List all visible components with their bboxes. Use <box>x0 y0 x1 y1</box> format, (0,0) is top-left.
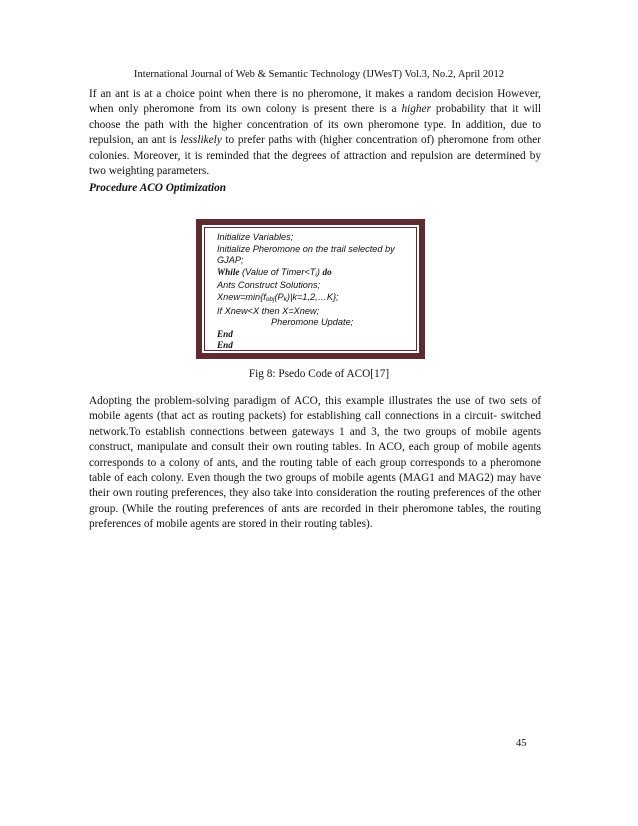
pseudocode-block <box>217 232 417 352</box>
code-line-6: If Xnew<X then X=Xnew; <box>217 305 320 316</box>
emphasis-lesslikely: lesslikely <box>180 134 222 147</box>
code-paren-close: ) <box>316 266 323 277</box>
code-xnew-subscript-obj: obj <box>265 295 275 303</box>
emphasis-higher: higher <box>401 103 431 116</box>
paragraph1-part-a: If an ant is at a choice point when there is no pheromone, it makes a random decision However, when only pheromone from its own colony is present there is a <box>89 88 541 116</box>
code-line-8: End <box>217 328 233 339</box>
paragraph1-part-b: probability that it will choose the path with the higher concentration of its own pheromone type. In addition, due to repulsion, an ant is <box>89 103 541 147</box>
paragraph1-part-c: to prefer paths with (higher concentration of) pheromone from other colonies. Moreover, it is reminded that the degrees of attraction and repulsion are determined by two weighting parameters. <box>89 134 541 178</box>
procedure-title: Procedure ACO Optimization <box>89 182 227 194</box>
code-xnew-part-c: )|k=1,2,…K}; <box>286 291 339 302</box>
page-number: 45 <box>516 738 527 749</box>
code-keyword-do: do <box>322 266 332 277</box>
code-condition: Value of Timer<T <box>245 266 316 277</box>
running-header: International Journal of Web & Semantic Technology (IJWesT) Vol.3, No.2, April 2012 <box>133 69 505 80</box>
code-xnew-subscript-k: k <box>283 295 287 303</box>
paragraph-aco-routing: Adopting the problem-solving paradigm of ACO, this example illustrates the use of two sets of mobile agents (that act as routing packets) for establishing call connections in a circuit- switched network.To establish connections between gateways 1 and 3, the two groups of mobile agents construct, manipulate and consult their own routing tables. In ACO, each group of mobile agents corresponds to a colony of ants, and the routing table of each group corresponds to a pheromone table of each colony. Even though the two groups of mobile agents (MAG1 and MAG2) may have their own routing preferences, they also take into consideration the routing preferences of the other group. (While the routing preferences of ants are recorded in their pheromone tables, the routing preferences of mobile agents are stored in their routing tables). <box>89 395 541 531</box>
code-line-5 <box>217 292 417 306</box>
code-condition-subscript: i <box>315 270 317 278</box>
code-xnew-part-b: (P <box>274 291 284 302</box>
figure-caption: Fig 8: Psedo Code of ACO[17] <box>248 368 390 380</box>
code-line-7: Pheromone Update; <box>271 317 354 328</box>
code-paren-open: ( <box>239 266 246 277</box>
code-line-4: Ants Construct Solutions; <box>217 280 321 291</box>
code-line-2: Initialize Pheromone on the trail selected by GJAP; <box>217 243 395 266</box>
code-line-9: End <box>217 340 233 351</box>
code-keyword-while: While <box>217 266 240 277</box>
code-line-3 <box>217 267 417 281</box>
paragraph-ant-choice <box>89 87 541 179</box>
code-xnew-part-a: Xnew=min{f <box>217 291 266 302</box>
code-line-1: Initialize Variables; <box>217 232 294 242</box>
